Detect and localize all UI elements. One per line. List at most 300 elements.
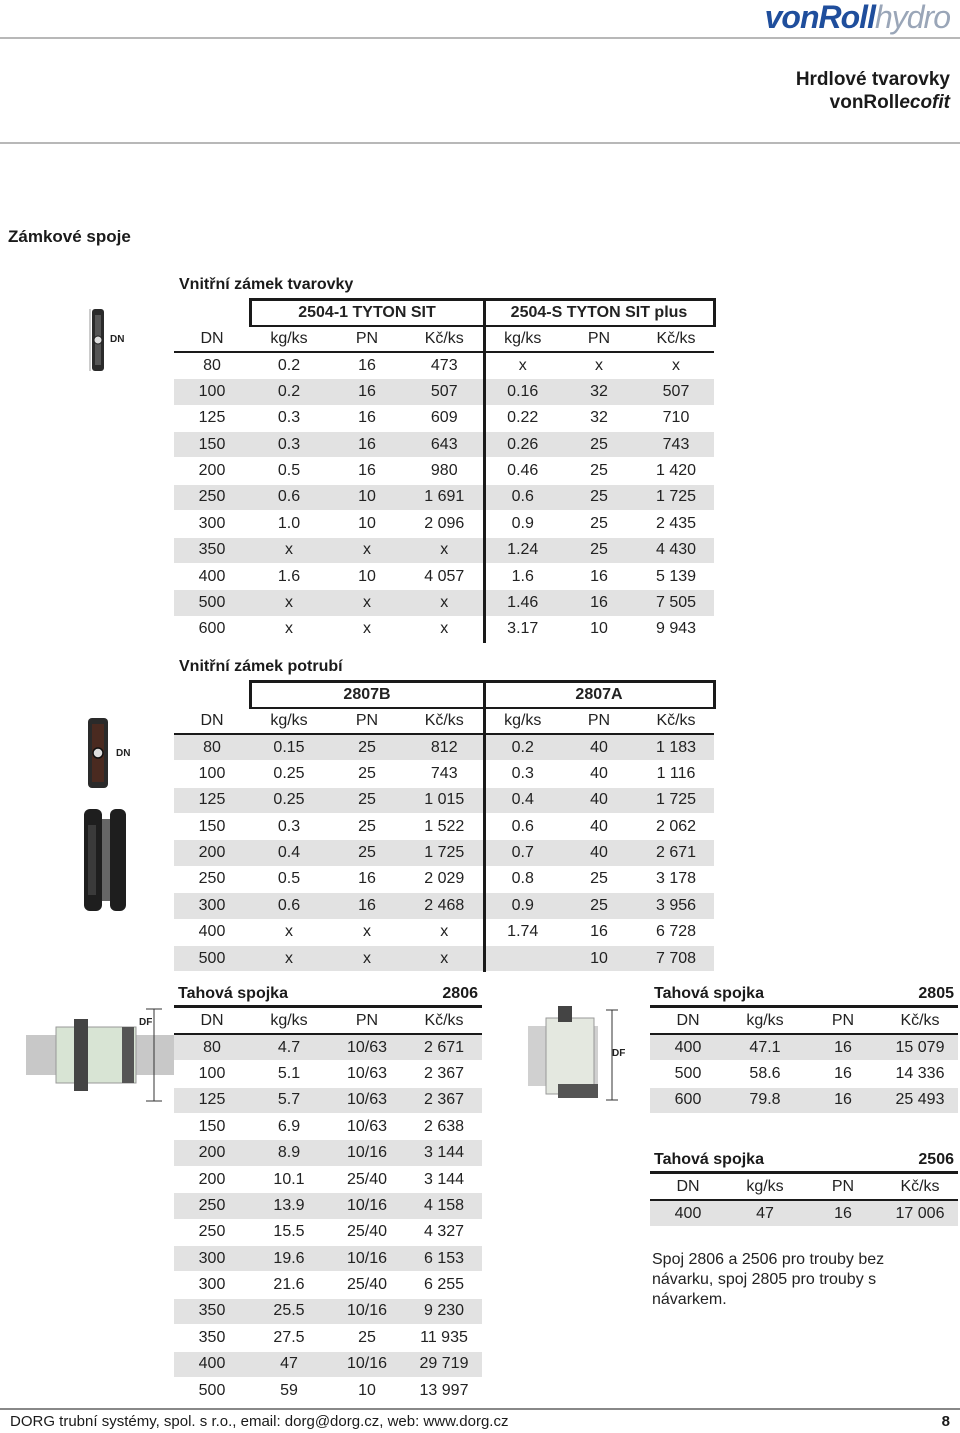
cell: 0.4 (250, 840, 328, 866)
cell: 9 943 (638, 616, 714, 642)
col-header: PN (328, 1008, 406, 1034)
table3-title-bar (174, 982, 482, 1008)
cell: 16 (328, 379, 406, 405)
table-row (174, 431, 714, 457)
table-row (174, 379, 714, 405)
cell: 980 (406, 458, 484, 484)
cell: 0.2 (250, 352, 328, 378)
cell: 125 (174, 787, 250, 813)
cell: 40 (560, 840, 638, 866)
cell: 25/40 (328, 1166, 406, 1192)
cell: 15.5 (250, 1219, 328, 1245)
cell: 11 935 (406, 1325, 482, 1351)
cell: 58.6 (726, 1061, 804, 1087)
cell: 125 (174, 405, 250, 431)
col-header: PN (560, 326, 638, 352)
cell: 0.9 (484, 893, 560, 919)
cell: 6 153 (406, 1246, 482, 1272)
table-row (174, 1351, 482, 1377)
cell: 400 (650, 1034, 726, 1060)
cell: 0.26 (484, 431, 560, 457)
cell: 250 (174, 1219, 250, 1245)
table-row (174, 1193, 482, 1219)
cell: x (406, 590, 484, 616)
col-header: PN (804, 1008, 882, 1034)
cell: 125 (174, 1087, 250, 1113)
cell: 2 638 (406, 1114, 482, 1140)
title-brand: vonRoll (829, 92, 900, 113)
cell: 0.3 (250, 431, 328, 457)
tension-coupling-2806-block (174, 982, 482, 1404)
cell: 19.6 (250, 1246, 328, 1272)
cell: 10/16 (328, 1351, 406, 1377)
cell: 32 (560, 405, 638, 431)
df-label-1: DF (139, 1017, 153, 1028)
tension-coupling-2506-block (650, 1148, 958, 1227)
cell: 4.7 (250, 1034, 328, 1060)
table-row (174, 893, 714, 919)
cell: 6 728 (638, 919, 714, 945)
cell: 0.6 (250, 893, 328, 919)
document-title (796, 68, 950, 114)
cell: x (328, 537, 406, 563)
tension-coupling-2805-table (650, 1008, 958, 1114)
cell: x (560, 352, 638, 378)
table-row (174, 787, 714, 813)
cell: x (406, 945, 484, 971)
cell: 0.46 (484, 458, 560, 484)
cell: 0.16 (484, 379, 560, 405)
cell: 25 (328, 840, 406, 866)
logo-hydro: hydro (874, 0, 950, 35)
table-row (174, 761, 714, 787)
table-row (174, 1061, 482, 1087)
cell: 600 (174, 616, 250, 642)
cell: 10/16 (328, 1246, 406, 1272)
col-header: Kč/ks (882, 1174, 958, 1200)
cell: 5 139 (638, 563, 714, 589)
pipe-lock-double-ring-illustration (80, 805, 130, 920)
cell: 10 (328, 484, 406, 510)
cell: 10 (560, 945, 638, 971)
cell: 25 (328, 761, 406, 787)
cell: 25 (328, 787, 406, 813)
cell: x (250, 919, 328, 945)
col-header: kg/ks (250, 1008, 328, 1034)
cell: 10 (328, 563, 406, 589)
col-header: kg/ks (726, 1008, 804, 1034)
cell: 40 (560, 813, 638, 839)
table-row (174, 866, 714, 892)
cell: 25/40 (328, 1219, 406, 1245)
table5-header-row (650, 1174, 958, 1200)
table-row (174, 1034, 482, 1060)
cell: 4 057 (406, 563, 484, 589)
cell: 2 671 (638, 840, 714, 866)
cell: 1 015 (406, 787, 484, 813)
cell: 25.5 (250, 1298, 328, 1324)
cell: 0.2 (484, 734, 560, 760)
vonroll-hydro-logo (765, 0, 950, 34)
col-header: DN (174, 1008, 250, 1034)
dn-label-2: DN (116, 748, 131, 759)
cell: x (250, 590, 328, 616)
df-label-2: DF (612, 1048, 626, 1059)
cell: 25 (560, 893, 638, 919)
cell: x (406, 919, 484, 945)
cell: 1.6 (484, 563, 560, 589)
table4-header-row (650, 1008, 958, 1034)
cell: 80 (174, 1034, 250, 1060)
col-header: Kč/ks (638, 708, 714, 734)
cell: 25 (560, 484, 638, 510)
col-header: kg/ks (250, 326, 328, 352)
cell: 16 (328, 866, 406, 892)
cell: 10/16 (328, 1193, 406, 1219)
cell: 6.9 (250, 1114, 328, 1140)
cell: 2 096 (406, 511, 484, 537)
table1-header-row (174, 326, 714, 352)
cell: x (328, 945, 406, 971)
cell: 29 719 (406, 1351, 482, 1377)
cell: 7 708 (638, 945, 714, 971)
cell: 500 (650, 1061, 726, 1087)
table-row (650, 1087, 958, 1113)
tyton-sit-block (174, 272, 716, 643)
header-rule (0, 37, 960, 39)
cell: 25 (560, 866, 638, 892)
cell: 32 (560, 379, 638, 405)
col-header: PN (560, 708, 638, 734)
cell: 5.7 (250, 1087, 328, 1113)
cell: 200 (174, 1166, 250, 1192)
cell: 4 327 (406, 1219, 482, 1245)
cell: 16 (328, 458, 406, 484)
table-row (174, 1298, 482, 1324)
table-row (174, 563, 714, 589)
cell: 10 (560, 616, 638, 642)
cell: 16 (328, 431, 406, 457)
cell: 0.15 (250, 734, 328, 760)
cell: 500 (174, 590, 250, 616)
cell: 2 367 (406, 1061, 482, 1087)
cell: 0.25 (250, 761, 328, 787)
cell: 0.5 (250, 458, 328, 484)
cell: 2 435 (638, 511, 714, 537)
table2-header-row (174, 708, 714, 734)
table-row (650, 1061, 958, 1087)
cell: 16 (328, 352, 406, 378)
table-row (174, 1272, 482, 1298)
table-row (174, 945, 714, 971)
cell: 0.5 (250, 866, 328, 892)
cell: 1 522 (406, 813, 484, 839)
cell: 3 144 (406, 1166, 482, 1192)
cell: 16 (804, 1034, 882, 1060)
cell: 1 116 (638, 761, 714, 787)
table-row (174, 458, 714, 484)
col-header: PN (804, 1174, 882, 1200)
table-row (174, 813, 714, 839)
table-row (650, 1200, 958, 1226)
cell: 6 255 (406, 1272, 482, 1298)
cell: 300 (174, 1272, 250, 1298)
table1-group2: 2504-S TYTON SIT plus (484, 300, 714, 326)
col-header: Kč/ks (406, 1008, 482, 1034)
cell: 10/63 (328, 1087, 406, 1113)
cell: 13.9 (250, 1193, 328, 1219)
table4-code: 2805 (918, 985, 954, 1002)
cell: 16 (560, 919, 638, 945)
cell: 0.2 (250, 379, 328, 405)
title-rule (0, 142, 960, 144)
cell: 16 (328, 893, 406, 919)
cell: 3 956 (638, 893, 714, 919)
cell (484, 945, 560, 971)
cell: 10/16 (328, 1140, 406, 1166)
cell: 507 (638, 379, 714, 405)
table3-header-row (174, 1008, 482, 1034)
cell: 80 (174, 352, 250, 378)
cell: 40 (560, 734, 638, 760)
cell: 0.8 (484, 866, 560, 892)
col-header: kg/ks (484, 326, 560, 352)
cell: 2 029 (406, 866, 484, 892)
col-header: Kč/ks (882, 1008, 958, 1034)
cell: 10 (328, 511, 406, 537)
table2-group2: 2807A (484, 682, 714, 708)
cell: x (328, 919, 406, 945)
cell: 100 (174, 1061, 250, 1087)
table4-title-bar (650, 982, 958, 1008)
cell: 0.6 (484, 484, 560, 510)
cell: x (328, 616, 406, 642)
cell: 13 997 (406, 1377, 482, 1403)
cell: 1.24 (484, 537, 560, 563)
cell: 1 725 (638, 484, 714, 510)
col-header: kg/ks (250, 708, 328, 734)
title-line-2 (796, 91, 950, 114)
cell: 200 (174, 840, 250, 866)
table-row (650, 1034, 958, 1060)
cell: 1 183 (638, 734, 714, 760)
table4-title: Tahová spojka (654, 985, 764, 1002)
cell: 47.1 (726, 1034, 804, 1060)
cell: x (484, 352, 560, 378)
cell: 812 (406, 734, 484, 760)
table-row (174, 840, 714, 866)
cell: x (250, 616, 328, 642)
cell: 4 158 (406, 1193, 482, 1219)
cell: 16 (804, 1087, 882, 1113)
cell: 80 (174, 734, 250, 760)
cell: 400 (174, 1351, 250, 1377)
cell: 250 (174, 484, 250, 510)
cell: 40 (560, 787, 638, 813)
cell: 10 (328, 1377, 406, 1403)
cell: 10/16 (328, 1298, 406, 1324)
cell: x (328, 590, 406, 616)
cell: 8.9 (250, 1140, 328, 1166)
cell: 17 006 (882, 1200, 958, 1226)
cell: 1 725 (406, 840, 484, 866)
tension-coupling-2806-illustration (26, 1005, 176, 1110)
cell: 25/40 (328, 1272, 406, 1298)
col-header: DN (174, 326, 250, 352)
table2-title: Vnitřní zámek potrubí (179, 658, 343, 675)
table-row (174, 1166, 482, 1192)
section-title: Zámkové spoje (8, 227, 131, 246)
cell: 507 (406, 379, 484, 405)
cell: 250 (174, 1193, 250, 1219)
cell: 25 (328, 1325, 406, 1351)
cell: 47 (250, 1351, 328, 1377)
cell: 0.9 (484, 511, 560, 537)
cell: 25 (328, 734, 406, 760)
cell: 1 420 (638, 458, 714, 484)
col-header: DN (650, 1174, 726, 1200)
cell: 2 062 (638, 813, 714, 839)
cell: 16 (804, 1061, 882, 1087)
cell: 3 144 (406, 1140, 482, 1166)
cell: x (406, 537, 484, 563)
table-row (174, 1377, 482, 1403)
cell: x (406, 616, 484, 642)
pipe-lock-block (174, 654, 716, 972)
cell: 0.3 (250, 813, 328, 839)
table1-group1: 2504-1 TYTON SIT (250, 300, 484, 326)
col-header: Kč/ks (406, 326, 484, 352)
cell: 643 (406, 431, 484, 457)
page-number: 8 (941, 1413, 950, 1430)
footer-contact: DORG trubní systémy, spol. s r.o., email: dorg@dorg.cz, web: www.dorg.cz (10, 1413, 509, 1430)
cell: 14 336 (882, 1061, 958, 1087)
footer (0, 1408, 960, 1433)
table-row (174, 1219, 482, 1245)
col-header: kg/ks (726, 1174, 804, 1200)
col-header: PN (328, 708, 406, 734)
col-header: Kč/ks (638, 326, 714, 352)
table2-group1: 2807B (250, 682, 484, 708)
title-line-1: Hrdlové tvarovky (795, 69, 950, 90)
table1-corner (174, 300, 250, 326)
cell: 2 468 (406, 893, 484, 919)
table3-title: Tahová spojka (178, 985, 288, 1002)
table5-title-bar (650, 1148, 958, 1174)
cell: 100 (174, 379, 250, 405)
cell: 3 178 (638, 866, 714, 892)
table-row (174, 511, 714, 537)
cell: 16 (328, 405, 406, 431)
cell: x (250, 537, 328, 563)
cell: 0.25 (250, 787, 328, 813)
cell: 600 (650, 1087, 726, 1113)
cell: 300 (174, 893, 250, 919)
table-row (174, 1325, 482, 1351)
cell: 150 (174, 431, 250, 457)
cell: 25 (560, 511, 638, 537)
cell: 0.6 (250, 484, 328, 510)
cell: 150 (174, 813, 250, 839)
cell: 1.74 (484, 919, 560, 945)
tyton-sit-table (174, 298, 716, 643)
cell: 7 505 (638, 590, 714, 616)
cell: 9 230 (406, 1298, 482, 1324)
cell: 350 (174, 1325, 250, 1351)
cell: 2 671 (406, 1034, 482, 1060)
table-row (174, 484, 714, 510)
table-row (174, 1246, 482, 1272)
cell: x (638, 352, 714, 378)
cell: 59 (250, 1377, 328, 1403)
cell: 16 (804, 1200, 882, 1226)
table3-code: 2806 (442, 985, 478, 1002)
cell: 25 (560, 431, 638, 457)
title-brand-italic: ecofit (899, 92, 950, 113)
cell: 10.1 (250, 1166, 328, 1192)
cell: 4 430 (638, 537, 714, 563)
cell: 609 (406, 405, 484, 431)
dn-label-1: DN (110, 334, 125, 345)
col-header: PN (328, 326, 406, 352)
cell: 79.8 (726, 1087, 804, 1113)
col-header: DN (650, 1008, 726, 1034)
cell: 100 (174, 761, 250, 787)
cell: 0.6 (484, 813, 560, 839)
cell: 710 (638, 405, 714, 431)
cell: 400 (174, 563, 250, 589)
cell: 500 (174, 945, 250, 971)
cell: 1.6 (250, 563, 328, 589)
cell: 743 (406, 761, 484, 787)
pipe-lock-table (174, 680, 716, 972)
table2-corner (174, 682, 250, 708)
cell: 15 079 (882, 1034, 958, 1060)
cell: 10/63 (328, 1114, 406, 1140)
cell: 300 (174, 511, 250, 537)
cell: 0.4 (484, 787, 560, 813)
cell: 200 (174, 458, 250, 484)
cell: 150 (174, 1114, 250, 1140)
table-row (174, 352, 714, 378)
tension-coupling-2805-block (650, 982, 958, 1114)
cell: x (250, 945, 328, 971)
table5-title: Tahová spojka (654, 1151, 764, 1168)
cell: 3.17 (484, 616, 560, 642)
cell: 250 (174, 866, 250, 892)
table1-title: Vnitřní zámek tvarovky (179, 276, 354, 293)
cell: 21.6 (250, 1272, 328, 1298)
cell: 0.3 (484, 761, 560, 787)
cell: 2 367 (406, 1087, 482, 1113)
pipe-lock-ring-illustration (78, 712, 118, 797)
coupling-note: Spoj 2806 a 2506 pro trouby bez návarku, spoj 2805 pro trouby s návarkem. (652, 1251, 885, 1308)
cell: 1.0 (250, 511, 328, 537)
col-header: DN (174, 708, 250, 734)
cell: 0.7 (484, 840, 560, 866)
table-row (174, 1087, 482, 1113)
cell: 16 (560, 563, 638, 589)
logo-vonroll: vonRoll (764, 0, 875, 35)
cell: 200 (174, 1140, 250, 1166)
table-row (174, 405, 714, 431)
cell: 5.1 (250, 1061, 328, 1087)
cell: 350 (174, 1298, 250, 1324)
cell: 500 (174, 1377, 250, 1403)
cell: 40 (560, 761, 638, 787)
table-row (174, 616, 714, 642)
cell: 1 725 (638, 787, 714, 813)
